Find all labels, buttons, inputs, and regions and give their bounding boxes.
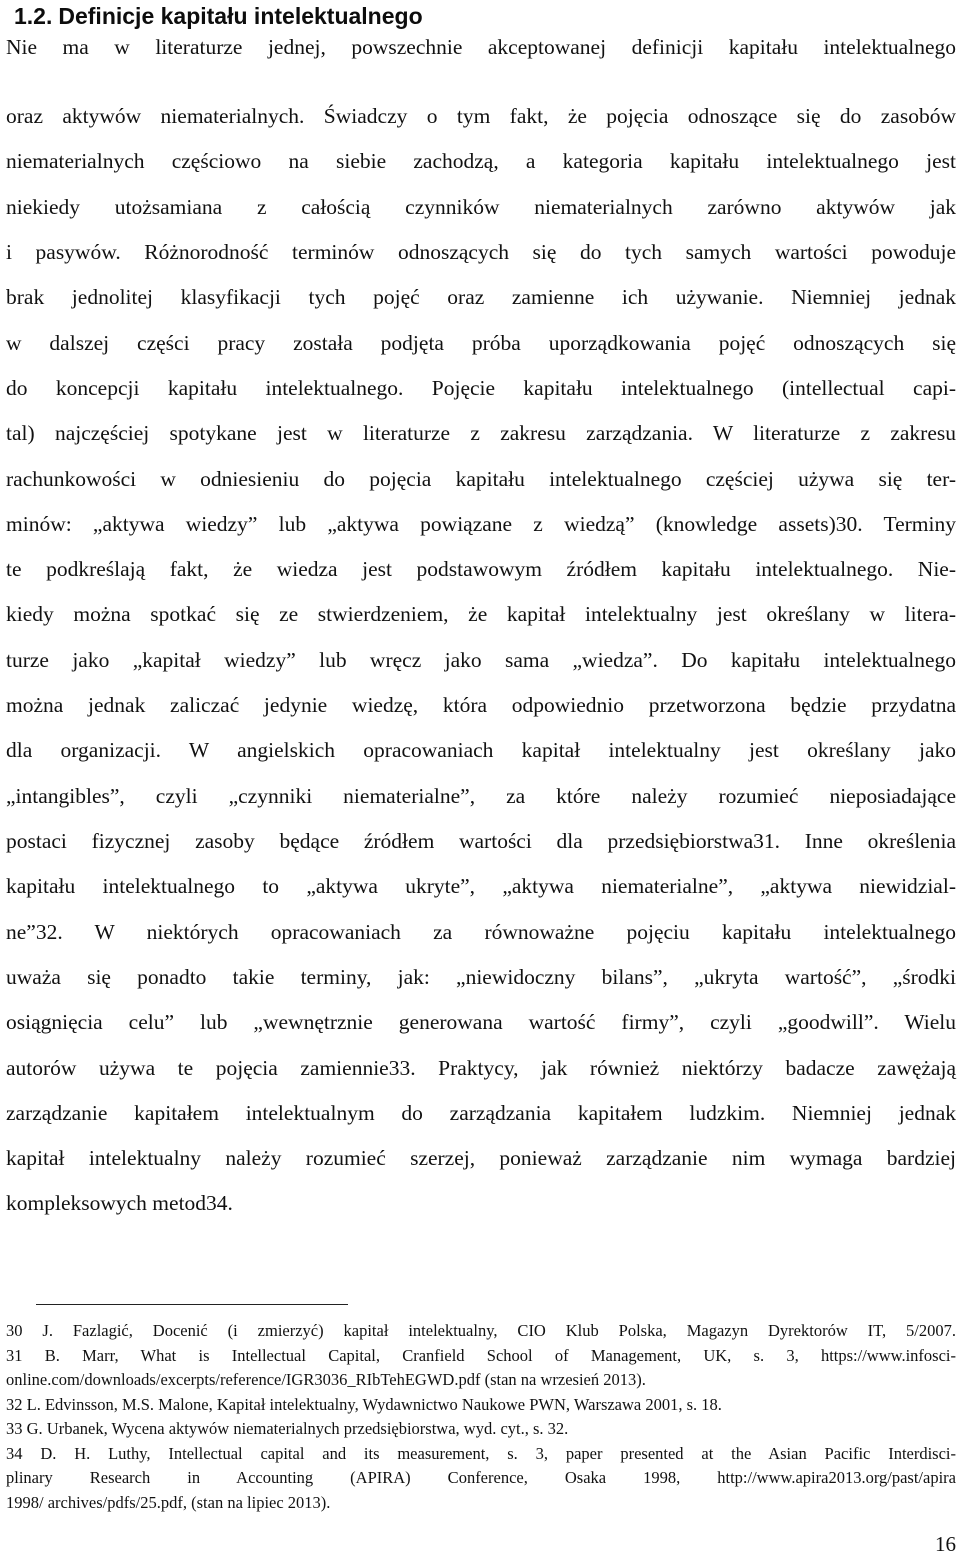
body-line: tal) najczęściej spotykane jest w literaturze z zakresu zarządzania. W literaturze z zakresu [6, 421, 956, 445]
body-line: do koncepcji kapitału intelektualnego. Pojęcie kapitału intelektualnego (intellectual capi- [6, 376, 956, 400]
footnote-line: 33 G. Urbanek, Wycena aktywów niematerialnych przedsiębiorstwa, wyd. cyt., s. 32. [6, 1419, 569, 1438]
body-line: minów: „aktywa wiedzy” lub „aktywa powiązane z wiedzą” (knowledge assets)30. Terminy [6, 512, 956, 536]
page-number: 16 [935, 1532, 956, 1556]
body-line: w dalszej części pracy została podjęta próba uporządkowania pojęć odnoszących się [6, 331, 956, 355]
footnote-line: 1998/ archives/pdfs/25.pdf, (stan na lipiec 2013). [6, 1493, 331, 1512]
footnote-line: 32 L. Edvinsson, M.S. Malone, Kapitał intelektualny, Wydawnictwo Naukowe PWN, Warszawa 2001, s. 18. [6, 1395, 722, 1414]
body-line: kiedy można spotkać się ze stwierdzeniem, że kapitał intelektualny jest określany w litera- [6, 602, 956, 626]
body-line: osiągnięcia celu” lub „wewnętrznie generowana wartość firmy”, czyli „goodwill”. Wielu [6, 1010, 956, 1034]
body-line: dla organizacji. W angielskich opracowaniach kapitał intelektualny jest określany jako [6, 738, 956, 762]
body-line: zarządzanie kapitałem intelektualnym do zarządzania kapitałem ludzkim. Niemniej jednak [6, 1101, 956, 1125]
body-line: można jednak zaliczać jedynie wiedzę, która odpowiednio przetworzona będzie przydatna [6, 693, 956, 717]
section-number: 1.2. [14, 3, 53, 29]
body-line: brak jednolitej klasyfikacji tych pojęć oraz zamienne ich używanie. Niemniej jednak [6, 285, 956, 309]
body-line: uważa się ponadto takie terminy, jak: „niewidoczny bilans”, „ukryta wartość”, „środki [6, 965, 956, 989]
footnote-separator [36, 1304, 348, 1305]
body-line: niekiedy utożsamiana z całością czynników niematerialnych zarówno aktywów jak [6, 195, 956, 219]
body-line: niematerialnych częściowo na siebie zachodzą, a kategoria kapitału intelektualnego jest [6, 149, 956, 173]
body-line: i pasywów. Różnorodność terminów odnoszących się do tych samych wartości powoduje [6, 240, 956, 264]
body-line: postaci fizycznej zasoby będące źródłem wartości dla przedsiębiorstwa31. Inne określenia [6, 829, 956, 853]
footnote-line: 34 D. H. Luthy, Intellectual capital and its measurement, s. 3, paper presented at the Asian Pacific Interdisci- [6, 1444, 956, 1463]
body-line: Nie ma w literaturze jednej, powszechnie akceptowanej definicji kapitału intelektualnego [6, 35, 956, 59]
body-line: „intangibles”, czyli „czynniki niematerialne”, za które należy rozumieć nieposiadające [6, 784, 956, 808]
footnote-line: online.com/downloads/excerpts/reference/IGR3036_RIbTehEGWD.pdf (stan na wrzesień 2013). [6, 1370, 646, 1389]
footnote-line: plinary Research in Accounting (APIRA) Conference, Osaka 1998, http://www.apira2013.org/past/apira [6, 1468, 956, 1487]
body-line: oraz aktywów niematerialnych. Świadczy o tym fakt, że pojęcia odnoszące się do zasobów [6, 104, 956, 128]
body-line: rachunkowości w odniesieniu do pojęcia kapitału intelektualnego częściej używa się ter- [6, 467, 956, 491]
body-line: kapitał intelektualny należy rozumieć szerzej, ponieważ zarządzanie nim wymaga bardziej [6, 1146, 956, 1170]
body-line: autorów używa te pojęcia zamiennie33. Praktycy, jak również niektórzy badacze zawężają [6, 1056, 956, 1080]
body-line: te podkreślają fakt, że wiedza jest podstawowym źródłem kapitału intelektualnego. Nie- [6, 557, 956, 581]
body-line: kapitału intelektualnego to „aktywa ukryte”, „aktywa niematerialne”, „aktywa niewidzial- [6, 874, 956, 898]
body-line: kompleksowych metod34. [6, 1191, 233, 1215]
body-line: turze jako „kapitał wiedzy” lub wręcz jako sama „wiedza”. Do kapitału intelektualnego [6, 648, 956, 672]
footnote-line: 30 J. Fazlagić, Docenić (i zmierzyć) kapitał intelektualny, CIO Klub Polska, Magazyn Dyrektorów IT, 5/2007. [6, 1321, 956, 1340]
footnote-line: 31 B. Marr, What is Intellectual Capital, Cranfield School of Management, UK, s. 3, https://www.infosci- [6, 1346, 956, 1365]
section-title: Definicje kapitału intelektualnego [58, 3, 423, 29]
body-line: ne”32. W niektórych opracowaniach za równoważne pojęciu kapitału intelektualnego [6, 920, 956, 944]
section-heading [14, 2, 423, 30]
